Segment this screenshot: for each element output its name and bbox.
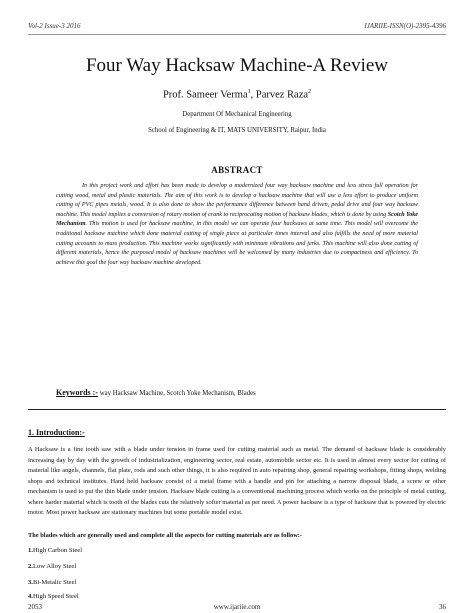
section-divider bbox=[28, 409, 446, 410]
footer-paper-id: 2053 bbox=[28, 603, 42, 611]
section-heading-introduction bbox=[28, 428, 85, 437]
list-item-number: 4. bbox=[28, 593, 33, 600]
list-item bbox=[28, 563, 76, 570]
author-2-affil-mark: 2 bbox=[308, 89, 312, 95]
keywords-line bbox=[56, 388, 418, 397]
list-item-text: Low Alloy Steel bbox=[32, 563, 77, 570]
abstract-body bbox=[56, 182, 418, 268]
list-item-number: 1. bbox=[28, 547, 33, 554]
list-item bbox=[28, 547, 82, 554]
author-2: Parvez Raza bbox=[255, 89, 309, 101]
abstract-text-part-2: . This motion is used for hacksaw machine, in this model we can operate four hacksaws at same time. This model will overcome the traditional hacksaw machine which done material cutting of single piece at particular times interval and also fulfills the need of more material cutting accounts to mass production. This machine works significantly with minimum vibrations and jerks. This machine will also done cutting of different materials, hence the purposed model of hacksaw machines will be welcomed by many industries due to compactness and efficiency. To achieve this goal the four way hacksaw machine developed. bbox=[56, 221, 418, 266]
author-1-affil-mark: 1 bbox=[247, 89, 251, 95]
abstract-heading: ABSTRACT bbox=[211, 165, 263, 175]
header-volume: Vol-2 Issue-3 2016 bbox=[28, 22, 81, 30]
footer-website: www.ijariie.com bbox=[213, 603, 261, 611]
list-item-number: 2. bbox=[28, 563, 33, 570]
affiliation-school: School of Engineering & IT, MATS UNIVERSITY, Raipur, India bbox=[148, 127, 326, 134]
list-item bbox=[28, 579, 76, 586]
section-heading-text: 1. Introduction:- bbox=[28, 428, 85, 437]
footer-page-number: 36 bbox=[439, 603, 446, 611]
keywords-text: way Hacksaw Machine, Scotch Yoke Mechanism, Blades bbox=[98, 390, 256, 397]
keywords-label: Keywords :- bbox=[56, 388, 98, 397]
list-item bbox=[28, 593, 79, 600]
author-separator: , bbox=[250, 89, 256, 101]
header-issn: IJARIIE-ISSN(O)-2395-4396 bbox=[364, 22, 446, 30]
affiliation-department: Department Of Mechanical Engineering bbox=[182, 111, 292, 118]
list-item-number: 3. bbox=[28, 579, 33, 586]
author-line bbox=[0, 89, 474, 101]
list-item-text: High Speed Steel bbox=[32, 593, 79, 600]
author-1: Prof. Sameer Verma bbox=[162, 89, 248, 101]
introduction-paragraph: A Hacksaw is a fine tooth saw with a blade under tension in frame used for cutting material such as metal. The demand of hacksaw blade is considerably increasing day by day with the growth of industrialization, engineering sector, real estate, automobile sector etc. It is used in almost every sector for cutting of material like angels, channels, flat plate, rods and such other things, it is also required in auto repairing shop, general repairing workshops, fitting shops, welding shops and technical institutes. Hand held hacksaw consist of a metal frame with a handle and pin for attaching a narrow disposal blade, a screw or other mechanism is used to put the thin blade under tension. Hacksaw blade cutting is a conventional machining process which works on the principle of metal cutting, where harder material which is tooth of the blades cuts the relatively softer material as per need. A power hacksaw is a type of hacksaw that is powered by electric motor. Most power hacksaw are stationary machines but some portable model exist. bbox=[28, 446, 446, 516]
list-item-text: High Carbon Steel bbox=[32, 547, 83, 554]
header-rule bbox=[28, 34, 446, 35]
list-item-text: Bi-Metalic Steel bbox=[32, 579, 77, 586]
blades-intro-line: The blades which are generally used and complete all the aspects for cutting materials are as follow:- bbox=[28, 532, 303, 539]
abstract-text-part-1: In this project work and effort has been made to develop a modernized four way hacksaw machine and less stress full operation for cutting wood, metal and plastic materials. The aim of this work is to develop a hacksaw machine that will use a less effort to produce uniform cutting of PVC pipes metals, wood. It is also done to show the performance difference between hand driven, pedal drive and four way hacksaw machine. This model implies a conversion of rotary motion of crank to reciprocating motion of hacksaw blades, which is done by using bbox=[56, 183, 418, 218]
paper-title: Four Way Hacksaw Machine-A Review bbox=[85, 55, 389, 76]
abstract-emphasis: Scotch Yoke Mechanism bbox=[56, 211, 418, 228]
